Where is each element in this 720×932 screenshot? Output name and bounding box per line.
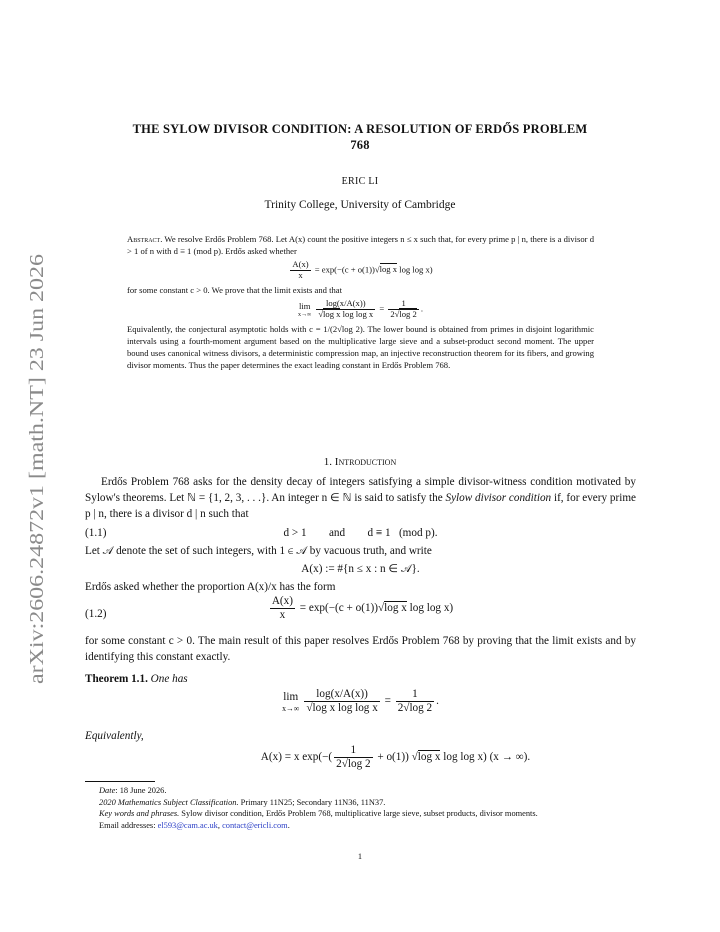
intro-para-4: for some constant c > 0. The main result of this paper resolves Erdős Problem 768 by proving that the limit exists and by identifying this constant exactly.	[85, 635, 636, 664]
fraction: $\frac{\log(x/A(x))}{\text{√log x log log x}}$	[306, 687, 378, 714]
section-heading: 1. Introduction	[323, 456, 397, 468]
equation-1-2	[85, 595, 636, 633]
equivalently-label: Equivalently,	[85, 729, 144, 742]
theorem-equation-1	[85, 688, 636, 728]
equation-tag: (x → ∞).	[489, 750, 531, 763]
page-number: 1	[357, 852, 363, 861]
abstract-label: Abstract.	[127, 234, 163, 244]
intro-para-3: Erdős asked whether the proportion A(x)/x has the form	[85, 580, 336, 593]
abstract-equation-2: lim x→∞ $\frac{\log(x/A(x))}{\text{√log x log log x}}$ = $\frac{1}{2√\log 2}$ .	[298, 297, 423, 319]
intro-para-1: Erdős Problem 768 asks for the density decay of integers satisfying a simple divisor-witness condition motivated by Sylow's theorems. Let ℕ = {1, 2, 3, . . .}. An integer n ∈ ℕ is said to satisfy the Sylow divisor condition if, for every prime p | n, there is a divisor d | n such that	[85, 476, 636, 521]
title-line-1: THE SYLOW DIVISOR CONDITION: A RESOLUTION OF ERDŐS PROBLEM	[132, 122, 588, 136]
theorem-equation-2	[85, 744, 636, 786]
abstract	[127, 233, 594, 371]
footnotes	[85, 785, 636, 831]
abstract-equation-1: $\frac{A(x)}{x}$ = exp(−(c + o(1))√log x log log x)	[292, 259, 433, 280]
theorem-statement: Theorem 1.1. One has	[85, 673, 188, 686]
fraction: $\frac{1}{2√\log 2}$	[336, 743, 371, 770]
paper-title	[84, 121, 636, 153]
footnote-date: Date: 18 June 2026.	[99, 786, 167, 795]
equation-tag: (1.2)	[85, 608, 107, 621]
abstract-para-2: for some constant c > 0. We prove that the limit exists and that	[127, 284, 342, 295]
equation-tag: (1.1)	[85, 526, 107, 539]
fraction: $\frac{1}{2√\log 2}$	[390, 297, 417, 319]
fraction: $\frac{A(x)}{x}$	[271, 595, 293, 621]
fraction: $\frac{\log(x/A(x))}{\text{√log x log log x}}$	[318, 297, 374, 319]
author-name: ERIC LI	[341, 176, 379, 187]
arxiv-identifier: arXiv:2606.24872v1 [math.NT] 23 Jun 2026	[27, 334, 48, 684]
footnote-keywords: Key words and phrases. Sylow divisor condition, Erdős Problem 768, multiplicative large sieve, subset products, divisor moments.	[99, 809, 538, 818]
footnote-msc: 2020 Mathematics Subject Classification. Primary 11N25; Secondary 11N36, 11N37.	[99, 797, 386, 807]
email-link-1[interactable]: el593@cam.ac.uk	[157, 820, 218, 830]
equation-content: A(x) = x exp(−( $\frac{1}{2√\log 2}$ + o(1)) √log x log log x) (x → ∞).	[260, 743, 531, 770]
equation-content: A(x) := #{n ≤ x : n ∈ 𝒜}.	[301, 562, 420, 575]
footnote-emails: Email addresses: el593@cam.ac.uk, contact@ericli.com.	[99, 820, 290, 830]
introduction-body	[85, 474, 636, 786]
intro-para-2: Let 𝒜 denote the set of such integers, with 1 ∈ 𝒜 by vacuous truth, and write	[85, 544, 432, 557]
equation-definition	[85, 559, 636, 579]
arxiv-stamp	[16, 248, 52, 688]
abstract-para-3: Equivalently, the conjectural asymptotic holds with c = 1/(2√log 2). The lower bound is obtained from primes in disjoint logarithmic intervals using a fourth-moment argument based on the multiplicative large sieve and a subset-product second moment. The upper bound uses canonical witness divisors, a deterministic compression map, an injective reconstruction theorem for its fibers, and growing divisor moments. Thus the paper determines the exact leading constant in Erdős Problem 768.	[127, 323, 594, 370]
fraction: $\frac{A(x)}{x}$	[292, 259, 309, 280]
author-affiliation: Trinity College, University of Cambridge	[264, 199, 456, 211]
footnote-divider	[85, 781, 155, 782]
equation-content: lim x→∞ $\frac{\log(x/A(x))}{\text{√log x log log x}}$ = $\frac{1}{2√\log 2}$ .	[282, 687, 439, 714]
equation-content: d > 1 and d ≡ 1 (mod p).	[283, 526, 438, 539]
equation-1-1	[85, 523, 636, 543]
email-link-2[interactable]: contact@ericli.com	[222, 820, 288, 830]
fraction: $\frac{1}{2√\log 2}$	[397, 687, 433, 714]
limit-operator: lim x→∞	[282, 690, 300, 714]
limit-operator: lim x→∞	[298, 301, 312, 319]
equation-content: $\frac{A(x)}{x}$ = exp(−(c + o(1))√log x log log x)	[271, 595, 454, 621]
abstract-para-1: Abstract. We resolve Erdős Problem 768. Let A(x) count the positive integers n ≤ x such that, for every prime p | n, there is a divisor d > 1 of n with d ≡ 1 (mod p). Erdős asked whether	[127, 234, 594, 256]
theorem-label: Theorem 1.1.	[85, 673, 148, 686]
title-line-2: 768	[350, 138, 370, 152]
